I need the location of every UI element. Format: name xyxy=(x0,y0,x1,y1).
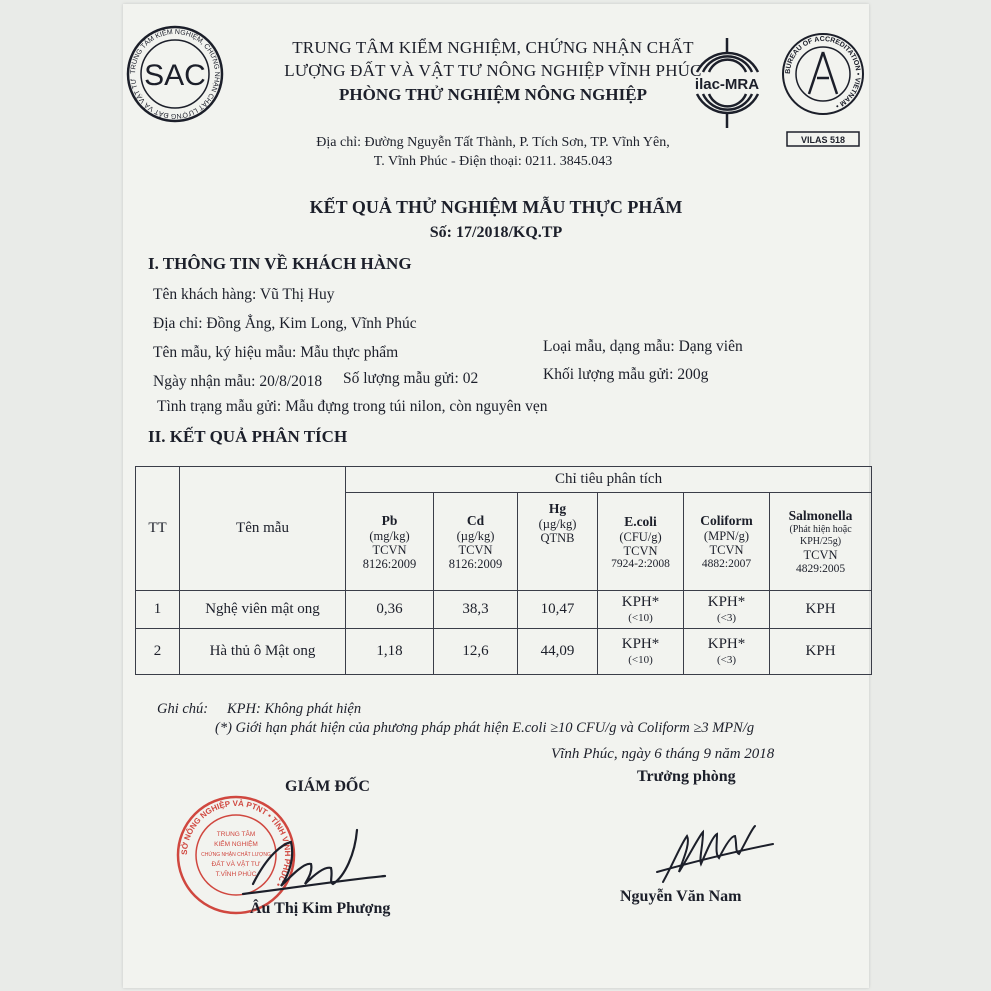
lab-name: PHÒNG THỬ NGHIỆM NÔNG NGHIỆP xyxy=(339,85,647,104)
row-coliform: KPH* (<3) xyxy=(684,591,770,629)
row-salmonella: KPH xyxy=(770,591,872,629)
sample-quantity: Số lượng mẫu gửi: 02 xyxy=(343,370,479,387)
stamp-line2: KIỂM NGHIỆM xyxy=(214,841,258,848)
table-row xyxy=(136,591,872,629)
right-signer-name: Nguyễn Văn Nam xyxy=(620,888,742,905)
customer-name: Tên khách hàng: Vũ Thị Huy xyxy=(153,286,335,303)
row-pb: 0,36 xyxy=(346,591,434,629)
sac-logo-ring-text: TRUNG TÂM KIỂM NGHIỆM, CHỨNG NHẬN CHẤT LƯỢNG ĐẤT VÀ VẬT TƯ xyxy=(129,28,221,120)
row-tt: 1 xyxy=(136,591,180,629)
left-signature xyxy=(233,814,393,904)
col-header-coliform: Coliform (MPN/g) TCVN 4882:2007 xyxy=(684,493,770,591)
row-sample-name: Nghệ viên mật ong xyxy=(180,591,346,629)
customer-address: Địa chỉ: Đồng Ẳng, Kim Long, Vĩnh Phúc xyxy=(153,315,417,332)
boa-ring-text: BUREAU OF ACCREDITATION • VIETNAM • xyxy=(784,35,862,110)
sample-weight: Khối lượng mẫu gửi: 200g xyxy=(543,366,709,383)
sac-logo-text: SAC xyxy=(144,59,206,92)
notes-line1: KPH: Không phát hiện xyxy=(227,701,362,717)
row-cd: 12,6 xyxy=(434,629,518,675)
ilac-text: ilac-MRA xyxy=(694,76,760,93)
row-ecoli: KPH* (<10) xyxy=(598,629,684,675)
results-heading: II. KẾT QUẢ PHÂN TÍCH xyxy=(148,427,348,446)
row-hg: 10,47 xyxy=(518,591,598,629)
stamp-line5: T.VĨNH PHÚC xyxy=(215,871,257,878)
boa-logo xyxy=(781,22,865,150)
row-ecoli: KPH* (<10) xyxy=(598,591,684,629)
col-header-tt: TT xyxy=(136,467,180,591)
customer-heading: I. THÔNG TIN VỀ KHÁCH HÀNG xyxy=(148,254,412,273)
stamp-ring-text: SỞ NÔNG NGHIỆP VÀ PTNT • TỈNH VĨNH PHÚC • xyxy=(179,798,293,889)
col-header-salmonella: Salmonella (Phát hiện hoặc KPH/25g) TCVN 4829:2005 xyxy=(770,493,872,591)
row-sample-name: Hà thủ ô Mật ong xyxy=(180,629,346,675)
right-signer-title: Trưởng phòng xyxy=(637,768,736,785)
left-signer-name: Âu Thị Kim Phượng xyxy=(250,900,391,917)
row-hg: 44,09 xyxy=(518,629,598,675)
col-header-name: Tên mẫu xyxy=(180,467,346,591)
sample-type: Loại mẫu, dạng mẫu: Dạng viên xyxy=(543,338,743,355)
ilac-mra-logo xyxy=(675,32,780,132)
sample-name: Tên mẫu, ký hiệu mẫu: Mẫu thực phẩm xyxy=(153,344,399,361)
sac-logo xyxy=(125,24,225,124)
sample-condition: Tình trạng mẫu gửi: Mẫu đựng trong túi nilon, còn nguyên vẹn xyxy=(157,398,548,415)
left-signer-title: GIÁM ĐỐC xyxy=(285,778,370,795)
col-header-hg: Hg (µg/kg) QTNB xyxy=(518,493,598,591)
document-title: KẾT QUẢ THỬ NGHIỆM MẪU THỰC PHẨM xyxy=(309,197,683,217)
document-number: Số: 17/2018/KQ.TP xyxy=(429,224,563,241)
row-tt: 2 xyxy=(136,629,180,675)
address-line1: Địa chỉ: Đường Nguyễn Tất Thành, P. Tích Sơn, TP. Vĩnh Yên, xyxy=(316,135,670,150)
right-signature xyxy=(643,814,783,894)
stamp-line4: ĐẤT VÀ VẬT TƯ xyxy=(211,861,261,868)
col-header-ecoli: E.coli (CFU/g) TCVN 7924-2:2008 xyxy=(598,493,684,591)
row-pb: 1,18 xyxy=(346,629,434,675)
org-name-line1: TRUNG TÂM KIỂM NGHIỆM, CHỨNG NHẬN CHẤT xyxy=(292,38,694,57)
notes-line2: (*) Giới hạn phát hiện của phương pháp phát hiện E.coli ≥10 CFU/g và Coliform ≥3 MPN/g xyxy=(215,720,755,736)
notes-label: Ghi chú: xyxy=(157,701,209,717)
row-coliform: KPH* (<3) xyxy=(684,629,770,675)
document-paper xyxy=(123,4,869,988)
org-name-line2: LƯỢNG ĐẤT VÀ VẬT TƯ NÔNG NGHIỆP VĨNH PHÚC xyxy=(284,61,702,80)
row-salmonella: KPH xyxy=(770,629,872,675)
results-table xyxy=(135,466,872,675)
col-header-pb: Pb (mg/kg) TCVN 8126:2009 xyxy=(346,493,434,591)
col-group-header: Chỉ tiêu phân tích xyxy=(346,467,872,493)
row-cd: 38,3 xyxy=(434,591,518,629)
stamp-line3: CHỨNG NHẬN CHẤT LƯỢNG xyxy=(201,852,271,858)
stamp-line1: TRUNG TÂM xyxy=(216,831,256,838)
vilas-badge: VILAS 518 xyxy=(800,135,846,145)
col-header-cd: Cd (µg/kg) TCVN 8126:2009 xyxy=(434,493,518,591)
place-date: Vĩnh Phúc, ngày 6 tháng 9 năm 2018 xyxy=(551,746,775,762)
address-line2: T. Vĩnh Phúc - Điện thoại: 0211. 3845.043 xyxy=(373,154,613,169)
table-row xyxy=(136,629,872,675)
received-date: Ngày nhận mẫu: 20/8/2018 xyxy=(153,373,323,390)
